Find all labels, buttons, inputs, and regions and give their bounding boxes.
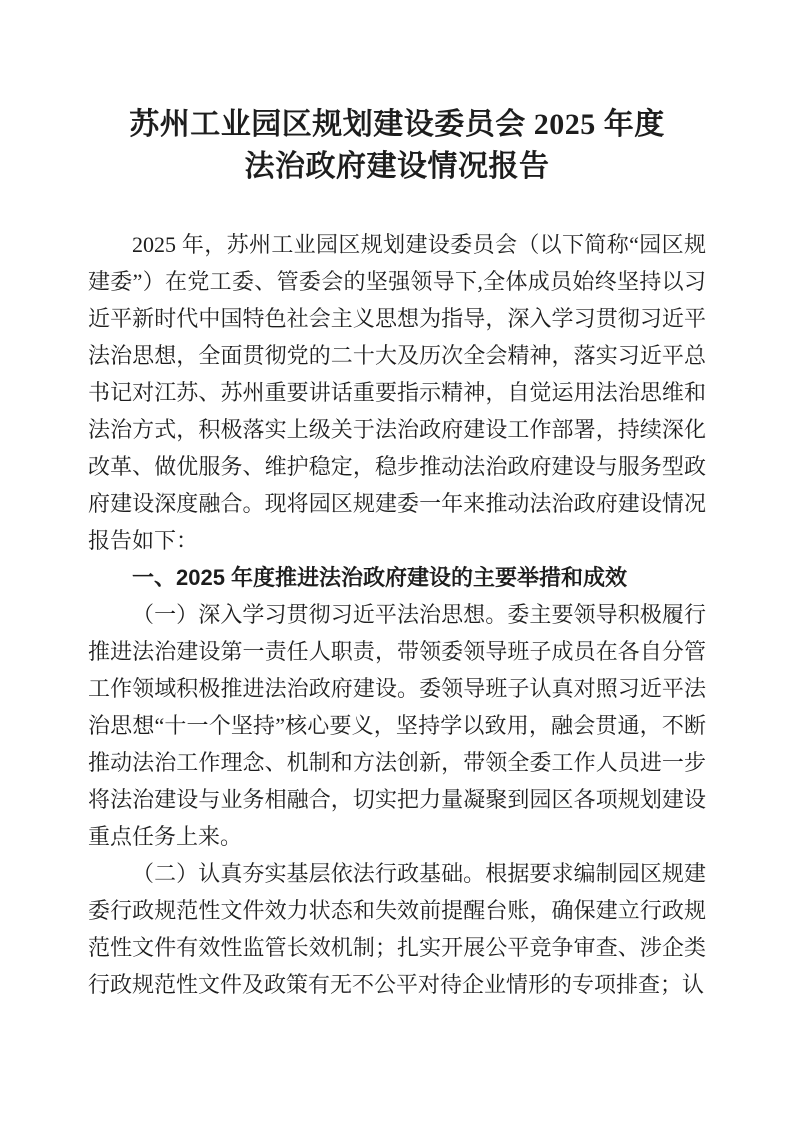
subsection-lead: （一）深入学习贯彻习近平法治思想。 — [132, 602, 508, 627]
document-title — [88, 104, 706, 188]
paragraph: 2025 年，苏州工业园区规划建设委员会（以下简称“园区规建委”）在党工委、管委会的坚强领导下,全体成员始终坚持以习近平新时代中国特色社会主义思想为指导，深入学习贯彻习近平法治思想，全面贯彻党的二十大及历次全会精神，落实习近平总书记对江苏、苏州重要讲话重要指示精神，自觉运用法治思维和法治方式，积极落实上级关于法治政府建设工作部署，持续深化改革、做优服务、维护稳定，稳步推动法治政府建设与服务型政府建设深度融合。现将园区规建委一年来推动法治政府建设情况报告如下： — [88, 232, 706, 553]
title-line-2: 法治政府建设情况报告 — [244, 150, 550, 183]
paragraph: （二）认真夯实基层依法行政基础。根据要求编制园区规建委行政规范性文件效力状态和失效前提醒台账，确保建立行政规范性文件有效性监管长效机制；扎实开展公平竞争审查、涉企类行政规范性文件及政策有无不公平对待企业情形的专项排查；认 — [88, 861, 706, 997]
title-line-1: 苏州工业园区规划建设委员会 2025 年度 — [129, 108, 665, 141]
document-body — [88, 226, 706, 1003]
paragraph: （一）深入学习贯彻习近平法治思想。委主要领导积极履行推进法治建设第一责任人职责，带领委领导班子成员在各自分管工作领域积极推进法治政府建设。委领导班子认真对照习近平法治思想“十一个坚持”核心要义，坚持学以致用，融会贯通，不断推动法治工作理念、机制和方法创新，带领全委工作人员进一步将法治建设与业务相融合，切实把力量凝聚到园区各项规划建设重点任务上来。 — [88, 602, 706, 849]
section-heading: 一、2025 年度推进法治政府建设的主要举措和成效 — [132, 565, 628, 590]
subsection-lead: （二）认真夯实基层依法行政基础。 — [132, 861, 486, 886]
